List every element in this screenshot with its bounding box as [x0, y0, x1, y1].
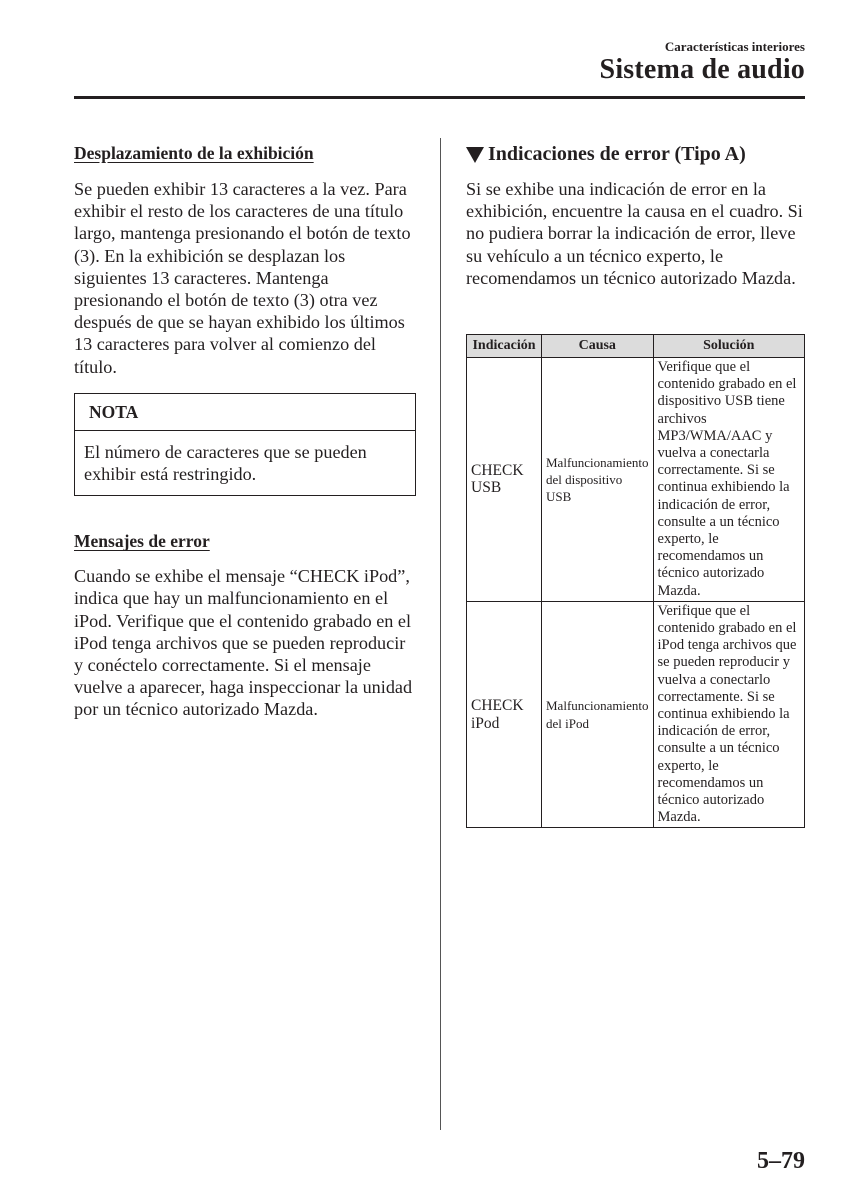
row-indication: CHECK iPod: [467, 601, 542, 828]
section-label: Características interiores: [664, 39, 805, 54]
row-indication: CHECK USB: [467, 358, 542, 602]
error-messages-body: Cuando se exhibe el mensaje “CHECK iPod”, indica que hay un malfuncionamiento en el iPod. Verifique que el contenido grabado en el iPod tenga archivos que se pueden reproducir y conéctelo correctamente. Si el mensaje vuelve a aparecer, haga inspeccionar la unidad por un técnico autorizado Mazda.: [74, 566, 413, 720]
table-header-row: [467, 335, 805, 358]
row-cause: Malfuncionamiento del dispositivo USB: [542, 358, 654, 602]
error-indications-title: Indicaciones de error (Tipo A): [488, 143, 746, 165]
header-solution: Solución: [653, 335, 804, 358]
page-title: Sistema de audio: [599, 54, 805, 85]
scroll-section-body: Se pueden exhibir 13 caracteres a la vez. Para exhibir el resto de los caracteres de una título largo, mantenga presionando el botón de texto (3). En la exhibición se desplazan los siguientes 13 caracteres. Mantenga presionando el botón de texto (3) otra vez después de que se hayan exhibido los últimos 13 caracteres para volver al comienzo del título.: [74, 179, 411, 377]
error-indications-body: Si se exhibe una indicación de error en la exhibición, encuentre la causa en el cuadro. Si no pudiera borrar la indicación de error, lleve su vehículo a un técnico experto, le recomendamos un técnico autorizado Mazda.: [466, 179, 803, 288]
table-row: [467, 601, 805, 828]
note-text: El número de caracteres que se pueden exhibir está restringido.: [84, 441, 367, 485]
error-indications-heading: [466, 143, 806, 166]
error-table: [466, 334, 805, 828]
row-solution: Verifique que el contenido grabado en el iPod tenga archivos que se pueden reproducir y vuelva a conectarlo correctamente. Si se continua exhibiendo la indicación de error, consulte a un técnico experto, le recomendamos un técnico autorizado Mazda.: [653, 601, 804, 828]
row-solution: Verifique que el contenido grabado en el dispositivo USB tiene archivos MP3/WMA/AAC y vuelva a conectarla correctamente. Si se continua exhibiendo la indicación de error, consulte a un técnico experto, le recomendamos un técnico autorizado Mazda.: [653, 358, 804, 602]
right-column: [466, 140, 806, 289]
scroll-section-title: Desplazamiento de la exhibición: [74, 143, 314, 163]
page-number: 5–79: [757, 1148, 805, 1174]
row-cause: Malfuncionamiento del iPod: [542, 601, 654, 828]
note-heading: NOTA: [75, 394, 415, 431]
error-messages-title: Mensajes de error: [74, 531, 210, 552]
header-cause: Causa: [542, 335, 654, 358]
left-column: [74, 140, 416, 721]
table-row: [467, 358, 805, 602]
header-rule: [74, 96, 805, 99]
column-divider: [440, 138, 441, 1130]
header-indication: Indicación: [467, 335, 542, 358]
triangle-bullet-icon: [466, 147, 484, 163]
note-box: [74, 393, 416, 496]
